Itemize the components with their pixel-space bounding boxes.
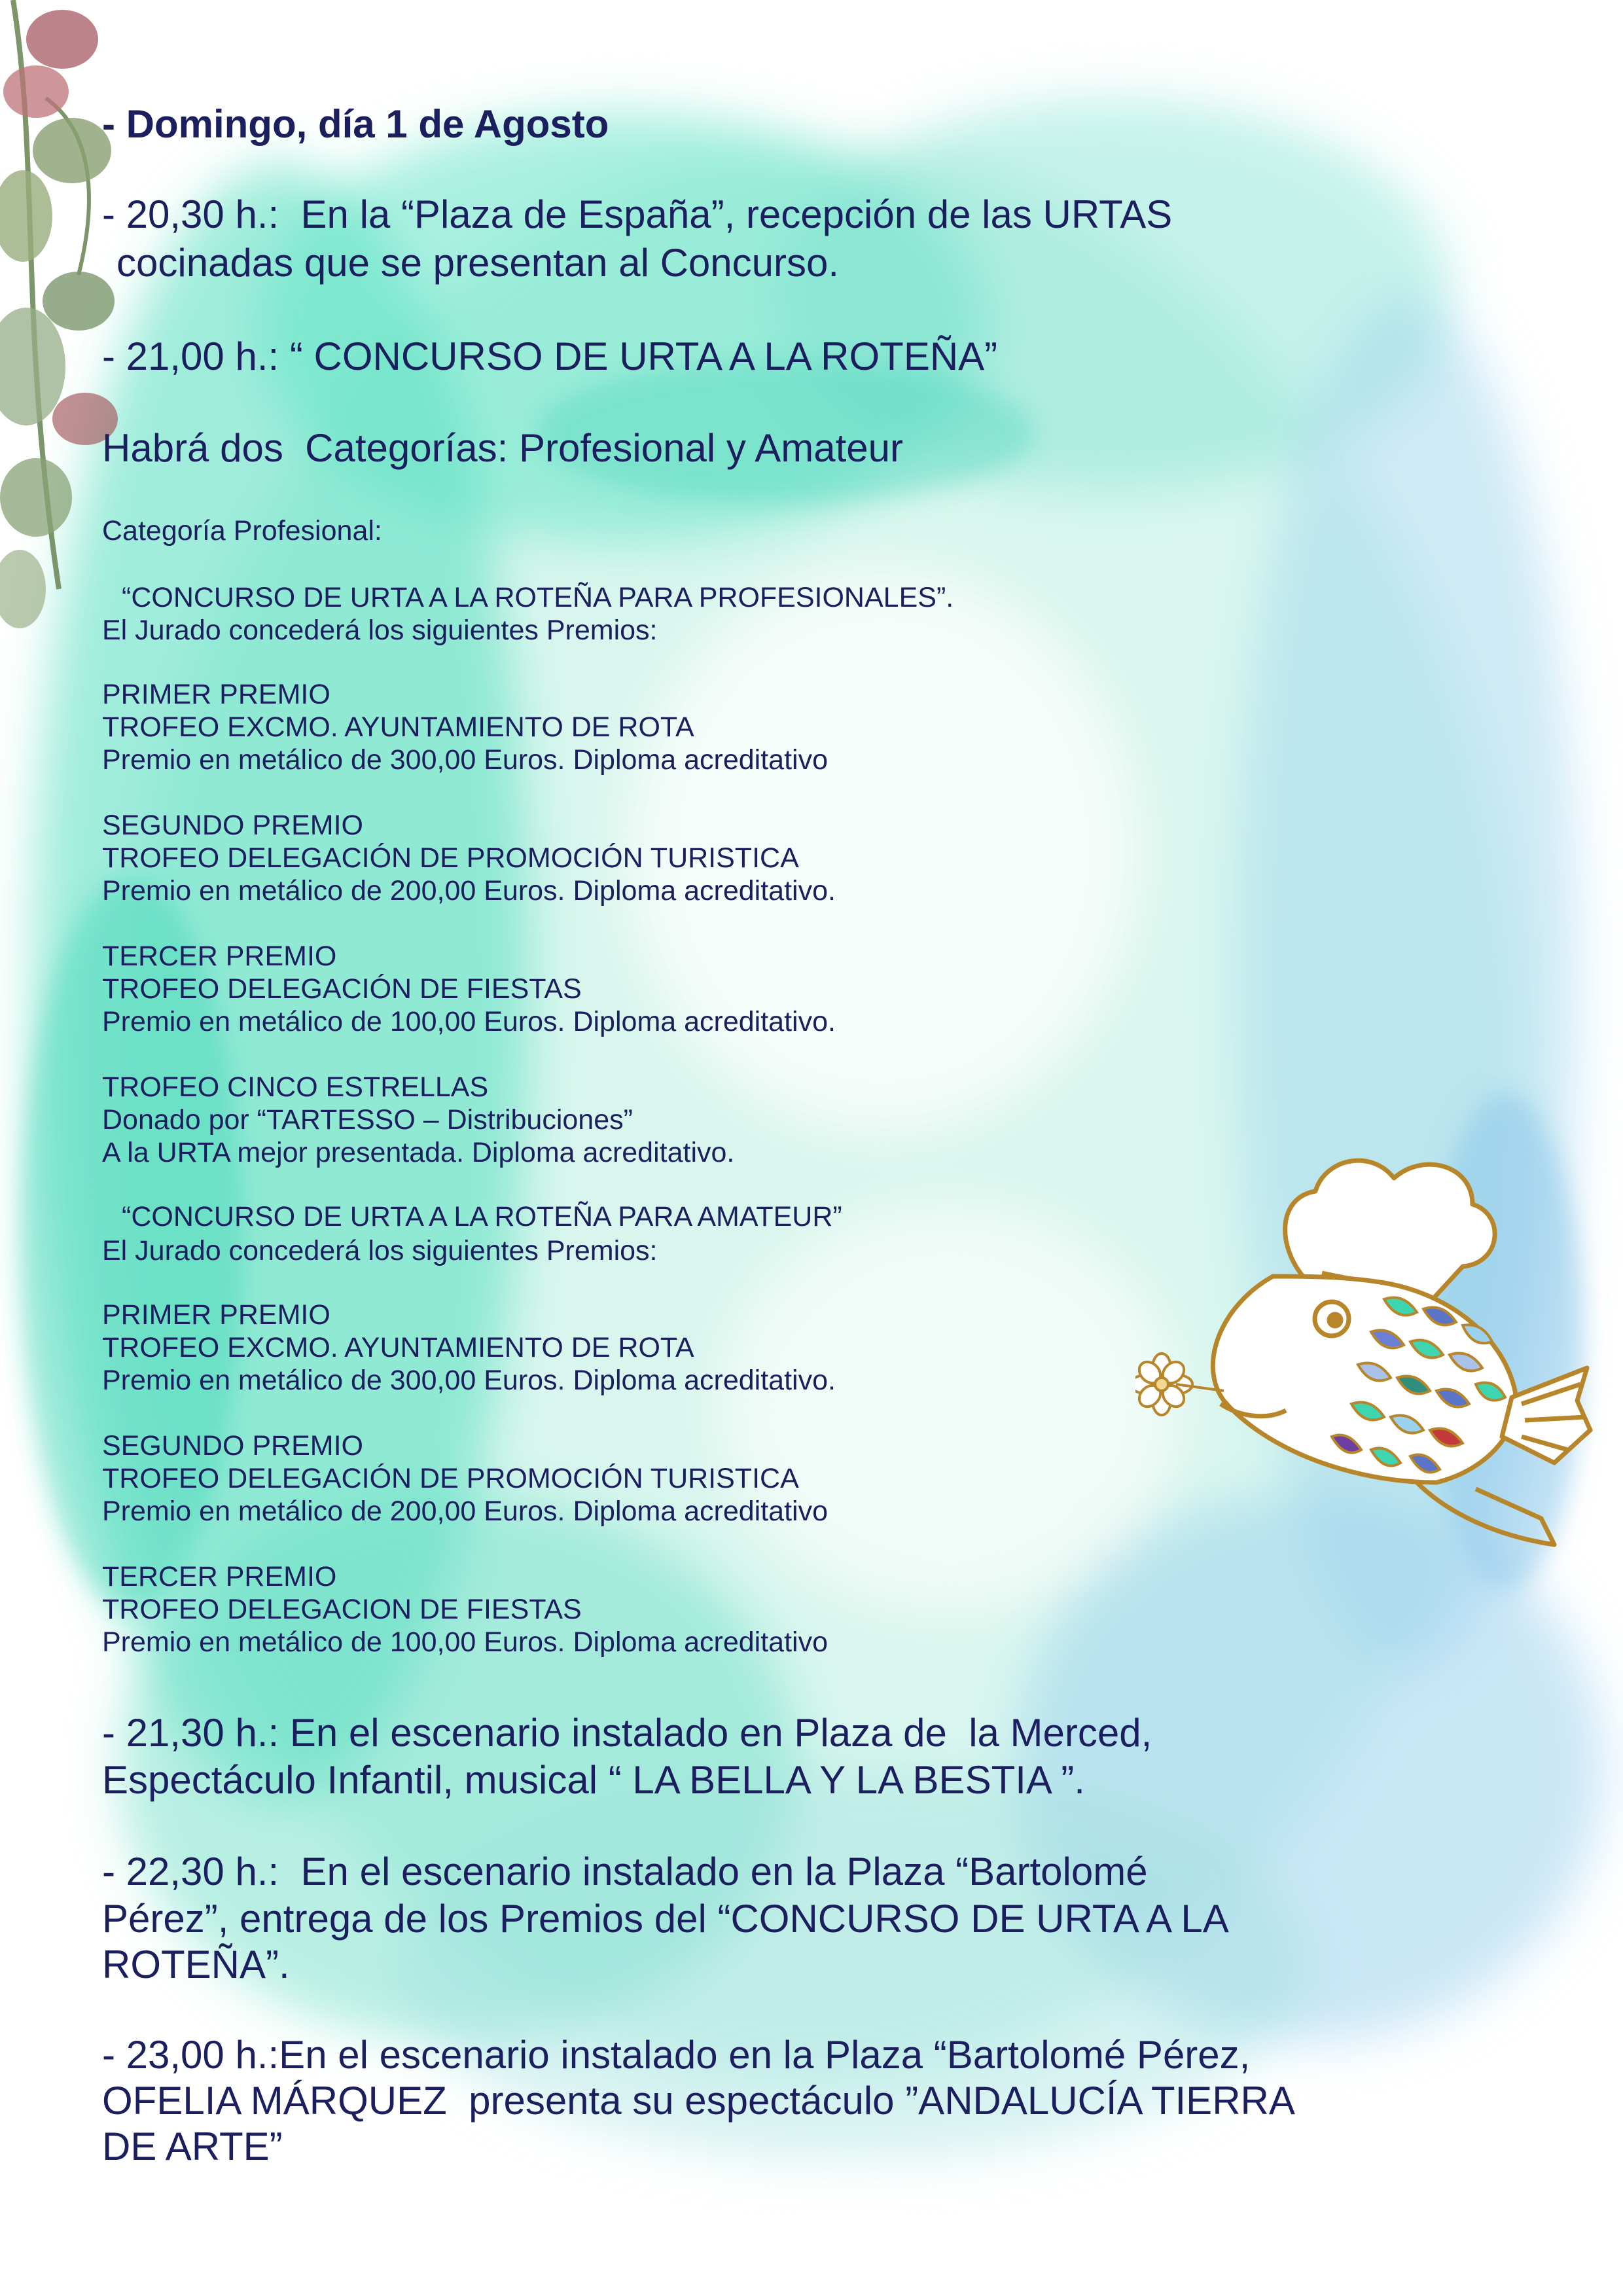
profesional-contest-name: “CONCURSO DE URTA A LA ROTEÑA PARA PROFESIONALES”. (122, 582, 954, 613)
prize-trophy: TROFEO EXCMO. AYUNTAMIENTO DE ROTA (102, 1332, 694, 1363)
profesional-category-label: Categoría Profesional: (102, 515, 382, 547)
five-stars-title: TROFEO CINCO ESTRELLAS (102, 1071, 489, 1103)
event-2230-line3: ROTEÑA”. (102, 1943, 290, 1986)
prize-rank: SEGUNDO PREMIO (102, 810, 363, 841)
prize-rank: TERCER PREMIO (102, 941, 337, 972)
five-stars-detail: A la URTA mejor presentada. Diploma acreditativo. (102, 1137, 735, 1168)
prize-detail: Premio en metálico de 200,00 Euros. Diploma acreditativo. (102, 875, 836, 906)
event-2300-line1: - 23,00 h.:En el escenario instalado en la Plaza “Bartolomé Pérez, (102, 2033, 1251, 2077)
event-2030-line2: cocinadas que se presentan al Concurso. (116, 241, 840, 285)
event-2130-line1: - 21,30 h.: En el escenario instalado en Plaza de la Merced, (102, 1711, 1152, 1755)
amateur-jury-line: El Jurado concederá los siguientes Premios: (102, 1235, 658, 1266)
prize-trophy: TROFEO EXCMO. AYUNTAMIENTO DE ROTA (102, 711, 694, 743)
prize-trophy: TROFEO DELEGACIÓN DE PROMOCIÓN TURISTICA (102, 1463, 799, 1494)
event-2230-line1: - 22,30 h.: En el escenario instalado en la Plaza “Bartolomé (102, 1850, 1148, 1893)
prize-rank: TERCER PREMIO (102, 1561, 337, 1592)
prize-trophy: TROFEO DELEGACION DE FIESTAS (102, 1594, 582, 1625)
prize-trophy: TROFEO DELEGACIÓN DE PROMOCIÓN TURISTICA (102, 842, 799, 874)
prize-detail: Premio en metálico de 300,00 Euros. Diploma acreditativo. (102, 1365, 836, 1396)
profesional-jury-line: El Jurado concederá los siguientes Premios: (102, 615, 658, 646)
prize-rank: PRIMER PREMIO (102, 679, 330, 710)
categories-intro: Habrá dos Categorías: Profesional y Amateur (102, 426, 903, 470)
amateur-contest-name: “CONCURSO DE URTA A LA ROTEÑA PARA AMATEUR” (122, 1201, 842, 1232)
event-2100: - 21,00 h.: “ CONCURSO DE URTA A LA ROTEÑA” (102, 334, 998, 378)
prize-detail: Premio en metálico de 100,00 Euros. Diploma acreditativo (102, 1626, 829, 1658)
prize-rank: PRIMER PREMIO (102, 1299, 330, 1331)
prize-trophy: TROFEO DELEGACIÓN DE FIESTAS (102, 973, 582, 1005)
event-2300-line2: OFELIA MÁRQUEZ presenta su espectáculo ”ANDALUCÍA TIERRA (102, 2079, 1295, 2123)
event-2130-line2: Espectáculo Infantil, musical “ LA BELLA Y LA BESTIA ”. (102, 1758, 1085, 1802)
event-2300-line3: DE ARTE” (102, 2125, 283, 2168)
prize-rank: SEGUNDO PREMIO (102, 1430, 363, 1462)
prize-detail: Premio en metálico de 100,00 Euros. Diploma acreditativo. (102, 1006, 836, 1037)
day-heading: - Domingo, día 1 de Agosto (102, 102, 609, 146)
prize-detail: Premio en metálico de 200,00 Euros. Diploma acreditativo (102, 1496, 829, 1527)
event-2030-line1: - 20,30 h.: En la “Plaza de España”, recepción de las URTAS (102, 192, 1173, 236)
prize-detail: Premio en metálico de 300,00 Euros. Diploma acreditativo (102, 744, 829, 776)
event-2230-line2: Pérez”, entrega de los Premios del “CONCURSO DE URTA A LA (102, 1897, 1229, 1941)
five-stars-donor: Donado por “TARTESSO – Distribuciones” (102, 1104, 633, 1136)
